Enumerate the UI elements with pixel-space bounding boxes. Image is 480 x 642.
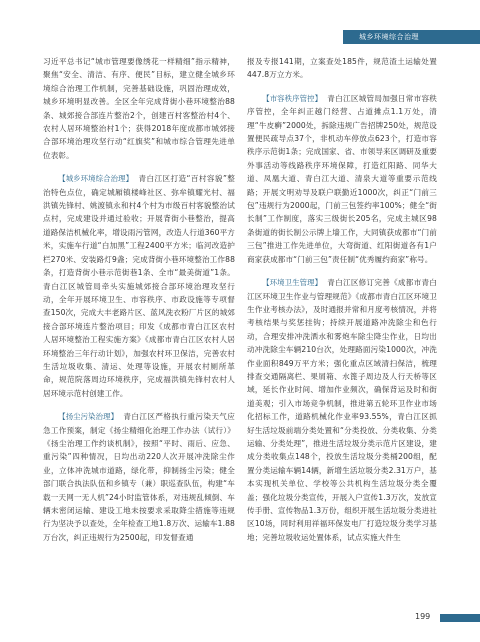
section-heading: 【 市容秩序管控 】 — [262, 92, 322, 105]
section-environment — [43, 172, 235, 400]
section-cityscape — [247, 92, 437, 266]
section-heading: 【 城乡环境综合治理 】 — [58, 172, 133, 185]
section-body: 青白江区打造“百村容貌”整治特色点位，确定城厢镇楼峰社区、弥牟镇耀光村、福洪镇先锋村、姚渡镇永和村4个村为市级百村客貌整治试点村，完成建设并通过验收；开展背街小巷整治，提高道路保洁机械化率，增设雨污管网，改造人行道360平方米，实施车行道“白加黑”工程2400平方米；临河改造护栏270米、安装路灯9盏；完成背街小巷环境整治工作88条，打造背街小巷示范街巷1条、全市“最美街道”1条。青白江区城管局牵头实施城郊接合部环境治理攻坚行动，全年开展环境卫生、市容秩序、市政设施等专项督查150次，完成大丰老路片区、蓝风洗衣粉厂片区的城郊接合部环境连片整治项目；印发《成都市青白江区农村人居环境整治工程实施方案》《成都市青白江区农村人居环境整治三年行动计划》，加强农村环卫保洁，完善农村生活垃圾收集、清运、处理等设施，开展农村厕所革命，规范院落周边环境秩序，完成福洪镇先锋村农村人居环境示范村创建工作。 — [43, 174, 235, 398]
section-body: 青白江区严格执行重污染天气应急工作预案，制定《扬尘精细化治理工作办法（试行）》《扬尘治理工作约谈机制》，按照“平时、雨后、应急、重污染”四种情况，日均出动220人次开展冲洗除尘作业，立体冲洗城市道路，绿化带，抑制扬尘污染；健全部门联合执法队伍和乡镇专（兼）职巡查队伍，构建“车载一天网一无人机”24小时监管体系，对违规乱倾倒、车辆未密闭运输、建设工地未按要求采取降尘措施等违规行为坚决予以查处，全年检查工地1.8万次、运输车1.88万台次，纠正违规行为2500起，印发督查通 — [43, 412, 235, 542]
section-body: 青白江区城管局加强日常市容秩序管控，全年纠正越门经营、占道摊点1.1万处，清理“牛皮癣”2000处，拆除违规广告招牌250处，规范设置便民疏导点37个，非机动车停放点623个，打造市容秩序示范街1条；完成国家、省、市领导来区调研及重要外事活动等线路秩序环境保障，打造红阳路、同华大道、凤凰大道、青白江大道、清泉大道等重要示范线路；开展文明劝导及联户联勤近1000次，纠正“门前三包”违规行为2000起，门前三包签约率100%；健全“街长制”工作制度，落实三级街长205名，完成主城区98条街道的街长制公示牌上墙工作，大同镇获成都市“门前三包”推进工作先进单位，大弯街道、红阳街道各有1户商家获成都市“门前三包”责任制“优秀履约商家”称号。 — [247, 93, 437, 264]
section-heading: 【 扬尘污染治理 】 — [58, 410, 118, 423]
left-column — [43, 55, 235, 544]
intro-paragraph: 习近平总书记“城市管理要像绣花一样精细”指示精神，聚焦“安全、清洁、有序、便民”目标，建立健全城乡环境综合治理工作机制，完善基础设施，巩固治理成效，城乡环境明显改善。全区全年完成背街小巷环境整治88条、城郊接合部连片整治2个，创建百村客整治村4个、农村人居环境整治村1个；获得2018年度成都市城郊接合部环境治理攻坚行动“红旗奖”和城市综合管理先进单位表彰。 — [43, 57, 235, 160]
section-sanitation — [247, 276, 437, 544]
footer-bar — [440, 614, 480, 622]
section-dust — [43, 410, 235, 544]
section-body: 青白江区修订完善《成都市青白江区环境卫生作业与管理规范》《成都市青白江区环境卫生作业考核办法》，及时通报并常和月度考核情况，并将考核结果与奖惩挂钩；持续开展道路冲洗除尘和色行动，合理安排冲洗洒水和雾炮车除尘降尘作业，日均出动冲洗除尘车辆210台次，处理路面污染1000次，冲洗作业面积849万平方米；强化重点区域清扫保洁，梳理排查交通隔离栏、果屑箱、水篦子周边及人行天桥等区域，延长作业时间、增加作业频次，确保背运及时和街道美观；引入市场竞争机制，推进第五轮环卫作业市场化招标工作，道路机械化作业率93.55%，青白江区抓好生活垃圾前端分类处置和“分类投放、分类收集、分类运输、分类处理”，推进生活垃圾分类示范片区建设，建成分类收集点148个，投放生活垃圾分类桶200组，配置分类运输车辆14辆，新增生活垃圾分类2.31万户，基本实现机关单位、学校等公共机构生活垃圾分类全覆盖；强化垃圾分类宣传，开展入户宣传1.3万次，发放宣传手册、宣传物品1.3万份，组织开展生活垃圾分类进社区10场，同时利用祥福环保发电厂打造垃圾分类学习基地；完善垃圾收运处置体系，试点实施大件生 — [247, 278, 437, 542]
running-title: 城乡环境综合治理 — [343, 30, 480, 44]
right-column — [247, 55, 437, 544]
continued-paragraph: 报及专报141期，立案查处185件，规范渣土运输处置447.8万立方米。 — [247, 57, 437, 80]
page-number: 199 — [415, 612, 431, 621]
section-heading: 【 环境卫生管理 】 — [262, 276, 322, 289]
